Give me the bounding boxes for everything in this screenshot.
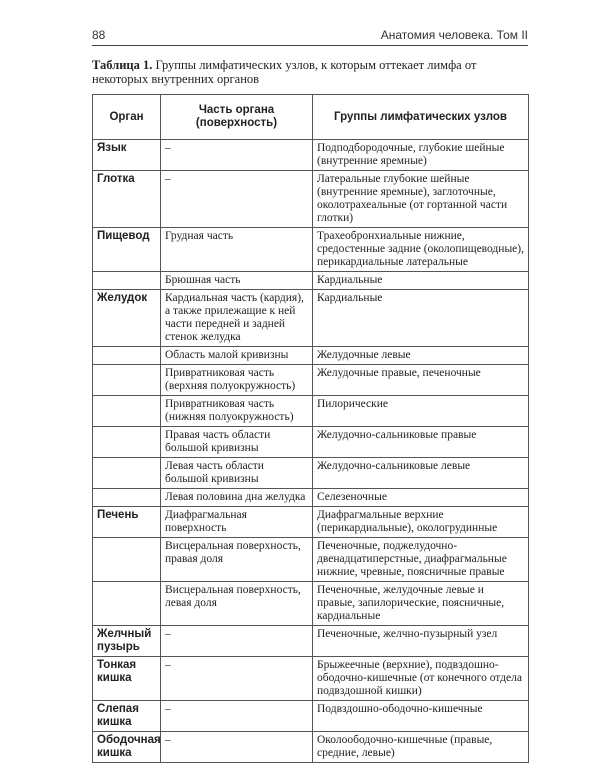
part-cell: Висцеральная поверхность, правая доля <box>161 538 313 582</box>
part-cell: Брюшная часть <box>161 272 313 290</box>
organ-cell <box>93 427 161 458</box>
groups-cell: Трахеобронхиальные нижние, средостенные задние (околопищеводные), перикардиальные латеральные <box>313 228 529 272</box>
organ-cell <box>93 396 161 427</box>
organ-cell: Ободочная кишка <box>93 732 161 763</box>
organ-cell <box>93 538 161 582</box>
groups-cell: Латеральные глубокие шейные (внутренние яремные), заглоточные, околотрахеальные (от гортанной части глотки) <box>313 171 529 228</box>
groups-cell: Печеночные, желудочные левые и правые, запилорические, поясничные, кардиальные <box>313 582 529 626</box>
groups-cell: Подвздошно-ободочно-кишечные <box>313 701 529 732</box>
table-row <box>93 489 529 507</box>
table-row <box>93 657 529 701</box>
table-row <box>93 365 529 396</box>
page-header <box>92 28 528 46</box>
table-row <box>93 140 529 171</box>
lymph-nodes-table <box>92 94 529 763</box>
groups-cell: Брыжеечные (верхние), подвздошно-ободочно-кишечные (от конечного отдела подвздошной кишки) <box>313 657 529 701</box>
part-cell: Правая часть области большой кривизны <box>161 427 313 458</box>
table-row <box>93 732 529 763</box>
table-row <box>93 626 529 657</box>
table-row <box>93 396 529 427</box>
table-row <box>93 171 529 228</box>
header-groups: Группы лимфатических узлов <box>313 95 529 140</box>
organ-cell <box>93 272 161 290</box>
book-title: Анатомия человека. Том II <box>380 28 528 42</box>
table-row <box>93 582 529 626</box>
organ-cell <box>93 365 161 396</box>
groups-cell: Печеночные, поджелудочно-двенадцатиперстные, диафрагмальные нижние, чревные, поясничные правые <box>313 538 529 582</box>
table-header-row <box>93 95 529 140</box>
organ-cell: Пищевод <box>93 228 161 272</box>
part-cell: Левая половина дна желудка <box>161 489 313 507</box>
header-organ: Орган <box>93 95 161 140</box>
groups-cell: Кардиальные <box>313 272 529 290</box>
part-cell: – <box>161 701 313 732</box>
part-cell: Кардиальная часть (кардия), а также прилежащие к ней части передней и задней стенок желудка <box>161 290 313 347</box>
groups-cell: Кардиальные <box>313 290 529 347</box>
part-cell: Привратниковая часть (нижняя полуокружность) <box>161 396 313 427</box>
groups-cell: Пилорические <box>313 396 529 427</box>
groups-cell: Подподбородочные, глубокие шейные (внутренние яремные) <box>313 140 529 171</box>
part-cell: Грудная часть <box>161 228 313 272</box>
table-row <box>93 701 529 732</box>
table-row <box>93 538 529 582</box>
table-row <box>93 228 529 272</box>
table-row <box>93 347 529 365</box>
caption-text: Группы лимфатических узлов, к которым оттекает лимфа от некоторых внутренних органов <box>92 58 477 86</box>
organ-cell <box>93 582 161 626</box>
organ-cell: Слепая кишка <box>93 701 161 732</box>
page-number: 88 <box>92 28 106 42</box>
part-cell: – <box>161 626 313 657</box>
part-cell: Привратниковая часть (верхняя полуокружность) <box>161 365 313 396</box>
groups-cell: Желудочно-сальниковые правые <box>313 427 529 458</box>
caption-label: Таблица 1. <box>92 58 153 72</box>
organ-cell: Тонкая кишка <box>93 657 161 701</box>
part-cell: – <box>161 657 313 701</box>
organ-cell: Язык <box>93 140 161 171</box>
organ-cell: Глотка <box>93 171 161 228</box>
table-caption <box>92 58 528 86</box>
organ-cell: Желчный пузырь <box>93 626 161 657</box>
part-cell: – <box>161 732 313 763</box>
groups-cell: Желудочные левые <box>313 347 529 365</box>
groups-cell: Желудочно-сальниковые левые <box>313 458 529 489</box>
part-cell: Область малой кривизны <box>161 347 313 365</box>
table-row <box>93 507 529 538</box>
part-cell: – <box>161 171 313 228</box>
groups-cell: Околоободочно-кишечные (правые, средние, левые) <box>313 732 529 763</box>
groups-cell: Селезеночные <box>313 489 529 507</box>
table-row <box>93 427 529 458</box>
organ-cell: Печень <box>93 507 161 538</box>
table-row <box>93 458 529 489</box>
part-cell: Висцеральная поверхность, левая доля <box>161 582 313 626</box>
groups-cell: Желудочные правые, печеночные <box>313 365 529 396</box>
part-cell: Диафрагмальная поверхность <box>161 507 313 538</box>
header-part: Часть органа (поверхность) <box>161 95 313 140</box>
part-cell: Левая часть области большой кривизны <box>161 458 313 489</box>
table-row <box>93 290 529 347</box>
table-row <box>93 272 529 290</box>
organ-cell: Желудок <box>93 290 161 347</box>
groups-cell: Печеночные, желчно-пузырный узел <box>313 626 529 657</box>
organ-cell <box>93 347 161 365</box>
groups-cell: Диафрагмальные верхние (перикардиальные), окологрудинные <box>313 507 529 538</box>
organ-cell <box>93 489 161 507</box>
part-cell: – <box>161 140 313 171</box>
organ-cell <box>93 458 161 489</box>
